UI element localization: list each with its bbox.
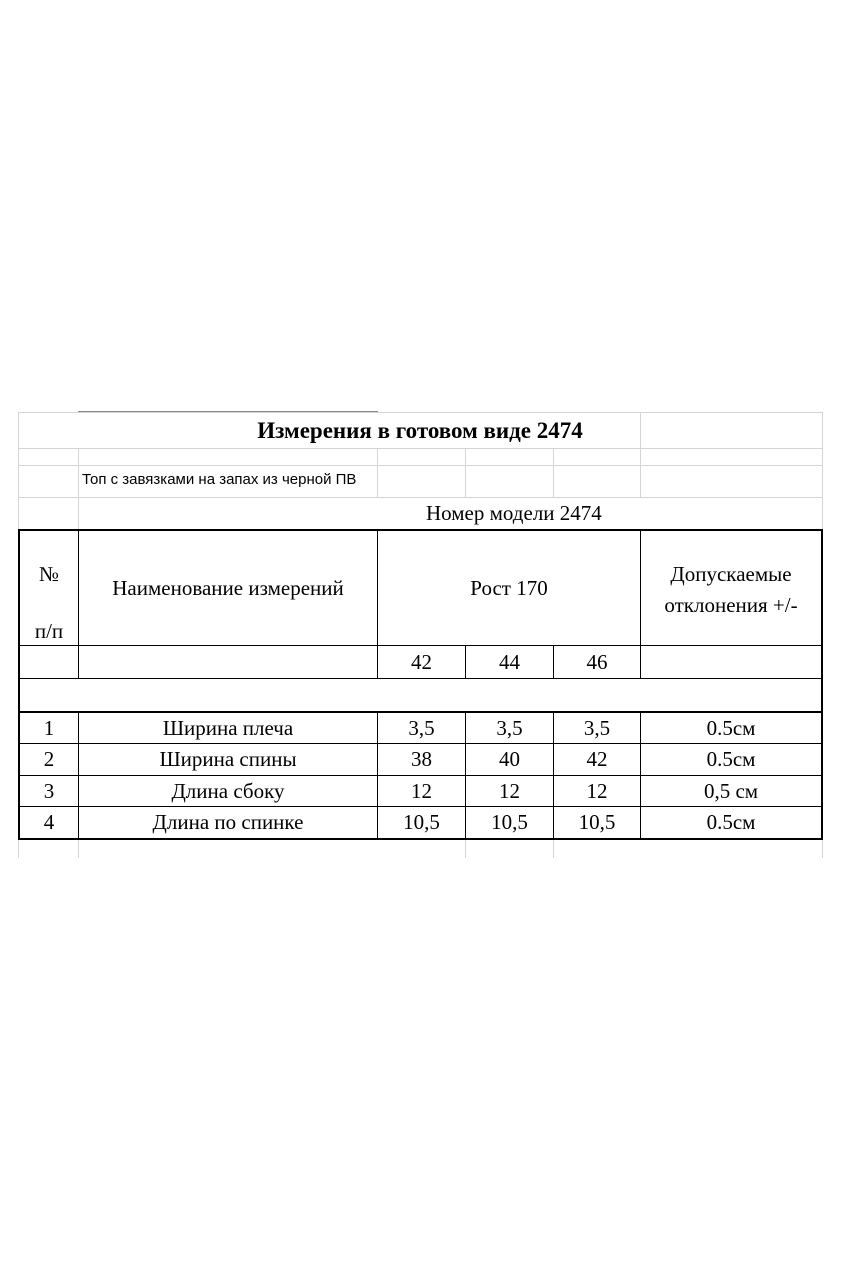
row-tolerance: 0.5см [706,716,756,740]
gridline [18,448,822,449]
sheet-title: Измерения в готовом виде 2474 [257,418,583,443]
gridline [78,838,79,858]
row-number: 1 [43,716,55,740]
header-num-sub: п/п [34,619,64,643]
border [18,678,823,679]
row-measurement-name: Длина сбоку [171,779,285,803]
border [18,529,823,531]
border [18,775,823,776]
row-value: 10,5 [491,810,528,834]
row-value: 42 [586,747,608,771]
border [821,529,823,840]
row-number: 3 [43,779,55,803]
row-value: 12 [499,779,520,803]
row-value: 12 [411,779,432,803]
border [78,529,79,679]
product-description: Топ с завязками на запах из черной ПВ [82,471,357,488]
row-value: 12 [586,779,608,803]
row-value: 3,5 [496,716,523,740]
size-label: 46 [586,650,608,674]
row-measurement-name: Длина по спинке [152,810,304,834]
gridline [465,448,466,498]
border [18,711,823,713]
row-value: 3,5 [408,716,435,740]
header-measurement-name: Наименование измерений [112,576,344,600]
top-rule [78,411,378,412]
row-value: 3,5 [583,716,611,740]
gridline [18,465,822,466]
gridline [553,448,554,498]
row-measurement-name: Ширина спины [159,747,297,771]
row-tolerance: 0,5 см [703,779,759,803]
row-number: 4 [43,810,55,834]
row-tolerance: 0.5см [706,810,756,834]
model-number: Номер модели 2474 [426,501,602,525]
border [18,838,823,840]
gridline [377,448,378,498]
header-num-symbol: № [38,562,60,586]
gridline [78,448,79,530]
header-tolerance-line2: отклонения +/- [664,593,798,617]
size-label: 42 [411,650,432,674]
border [18,743,823,744]
header-tolerance-line1: Допускаемые [670,562,792,586]
gridline [18,497,822,498]
gridline [465,838,466,858]
row-tolerance: 0.5см [706,747,756,771]
row-number: 2 [43,747,55,771]
gridline [553,838,554,858]
border [18,806,823,807]
row-value: 10,5 [578,810,616,834]
row-value: 40 [499,747,520,771]
row-value: 38 [411,747,432,771]
row-measurement-name: Ширина плеча [162,716,294,740]
size-label: 44 [499,650,520,674]
border [18,645,823,646]
header-height: Рост 170 [470,576,548,600]
gridline [18,412,822,413]
row-value: 10,5 [403,810,440,834]
